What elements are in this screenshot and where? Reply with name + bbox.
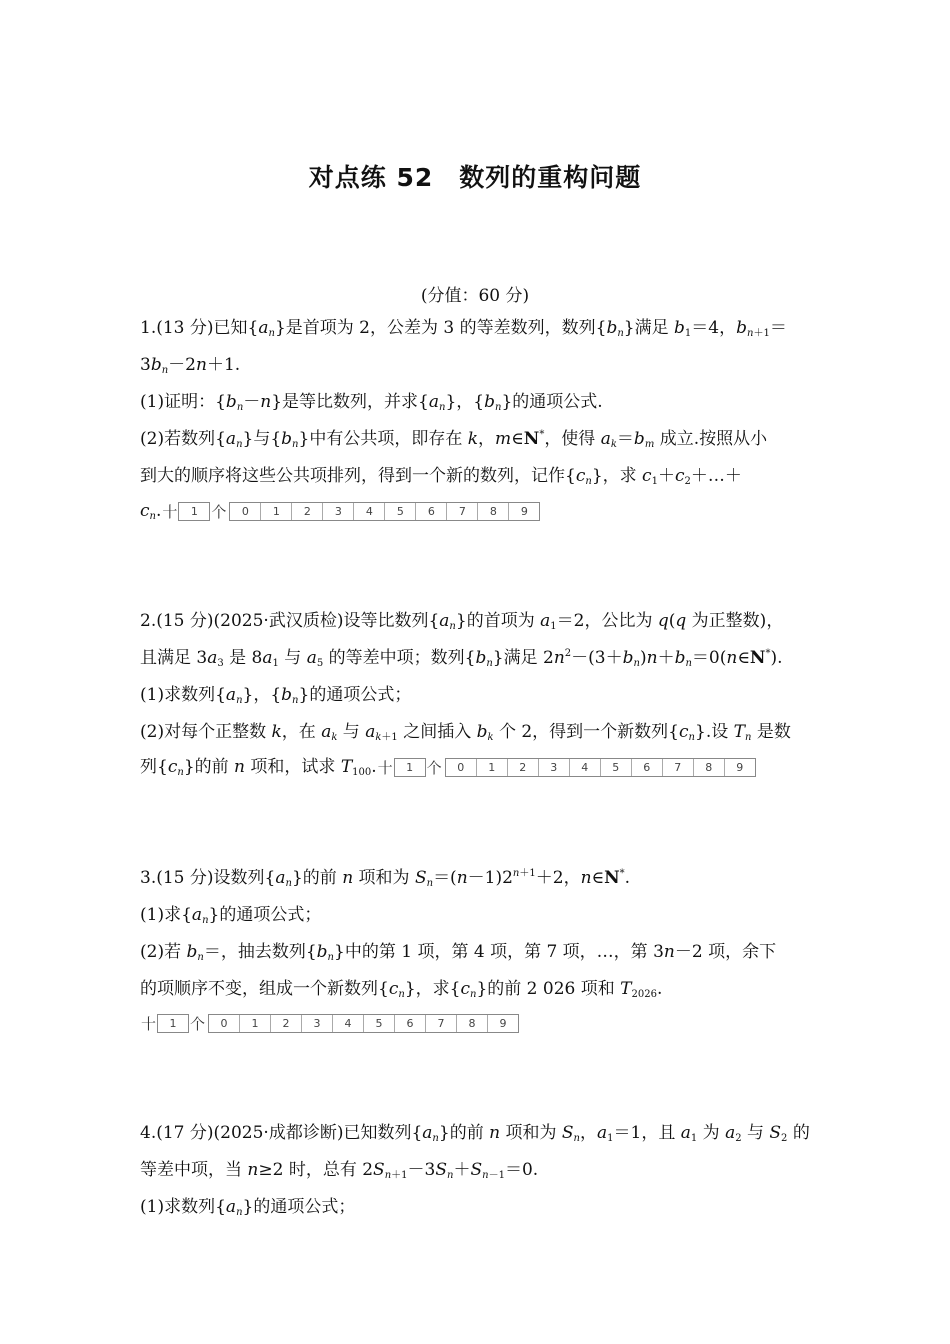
q3-part-2-line-2: 的项顺序不变，组成一个新数列$\{c_n\}$，求$\{c_n\}$的前 2 026 项和 $T_{2026}$. — [140, 979, 663, 1000]
q3-part-2-line-1: (2)若 $b_n=$，抽去数列$\{b_n\}$中的第 1 项，第 4 项，第 7 项，…，第 3n－2 项，余下 — [140, 942, 777, 963]
q2-line-1: 2.(15 分)(2025·武汉质检)设等比数列$\{a_n\}$的首项为 $a_1=2$，公比为 q(q 为正整数)， — [140, 611, 784, 632]
q1-line-1: 1.(13 分)已知$\{a_n\}$是首项为 2，公差为 3 的等差数列，数列$\{b_n\}$满足 $b_1=4$，$b_{n+1}=$ — [140, 318, 787, 339]
q3-digit-line — [140, 1011, 812, 1036]
page-title: 对点练 52 数列的重构问题 — [308, 163, 642, 192]
q4-line-1: 4.(17 分)(2025·成都诊断)已知数列$\{a_n\}$的前 n 项和为 $S_n$，$a_1=1$，且 $a_1$ 为 $a_2$ 与 $S_2$ 的 — [140, 1123, 810, 1144]
q2-line-2: 且满足 $3a_3$ 是 $8a_1$ 与 $a_5$ 的等差中项；数列$\{b_n\}$满足 $2n^2-(3+b_n)n+b_n=0(n\in N^*)$. — [140, 648, 783, 669]
answer-digit-bar[interactable]: 十 1 个 0 1 2 3 4 5 6 7 8 9 — [161, 500, 540, 524]
q4-line-2: 等差中项，当 n≥2 时，总有 $2S_{n+1}-3S_n+S_{n-1}=0$. — [140, 1160, 539, 1181]
q2-part-2-line-2: 列$\{c_n\}$的前 n 项和，试求 $T_{100}$. 十 1 个 0 1 2 3 4 5 6 7 8 9 — [140, 755, 812, 780]
q2-part-1: (1)求数列$\{a_n\}$，$\{b_n\}$的通项公式； — [140, 685, 412, 706]
score-total: (分值：60 分) — [420, 286, 530, 306]
answer-digit-bar[interactable]: 十 1 个 0 1 2 3 4 5 6 7 8 9 — [377, 756, 756, 780]
q2-part-2-line-1: (2)对每个正整数 k，在 $a_k$ 与 $a_{k+1}$ 之间插入 $b_k$ 个 2，得到一个新数列$\{c_n\}$.设 $T_n$ 是数 — [140, 722, 791, 743]
answer-digit-bar[interactable]: 十 1 个 0 1 2 3 4 5 6 7 8 9 — [140, 1012, 519, 1036]
q3-part-1: (1)求$\{a_n\}$的通项公式； — [140, 905, 322, 926]
q1-part-1: (1)证明：$\{b_n-n\}$是等比数列，并求$\{a_n\}$，$\{b_n\}$的通项公式. — [140, 392, 603, 413]
q1-part-2-line-3: $c_n$. 十 1 个 0 1 2 3 4 5 6 7 8 9 — [140, 499, 812, 524]
q3-line-1: 3.(15 分)设数列$\{a_n\}$的前 n 项和为 $S_n=(n-1)2^{n+1}+2$，n∈N*. — [140, 868, 631, 889]
q1-line-2: $3b_n-2n+1$. — [140, 355, 241, 376]
q1-part-2-line-2: 到大的顺序将这些公共项排列，得到一个新的数列，记作$\{c_n\}$，求 $c_1+c_2+\dots+$ — [140, 466, 742, 487]
q1-part-2-line-1: (2)若数列$\{a_n\}$与$\{b_n\}$中有公共项，即存在 k，m∈N*，使得 $a_k=b_m$ 成立.按照从小 — [140, 429, 768, 450]
q4-part-1: (1)求数列$\{a_n\}$的通项公式； — [140, 1197, 356, 1218]
